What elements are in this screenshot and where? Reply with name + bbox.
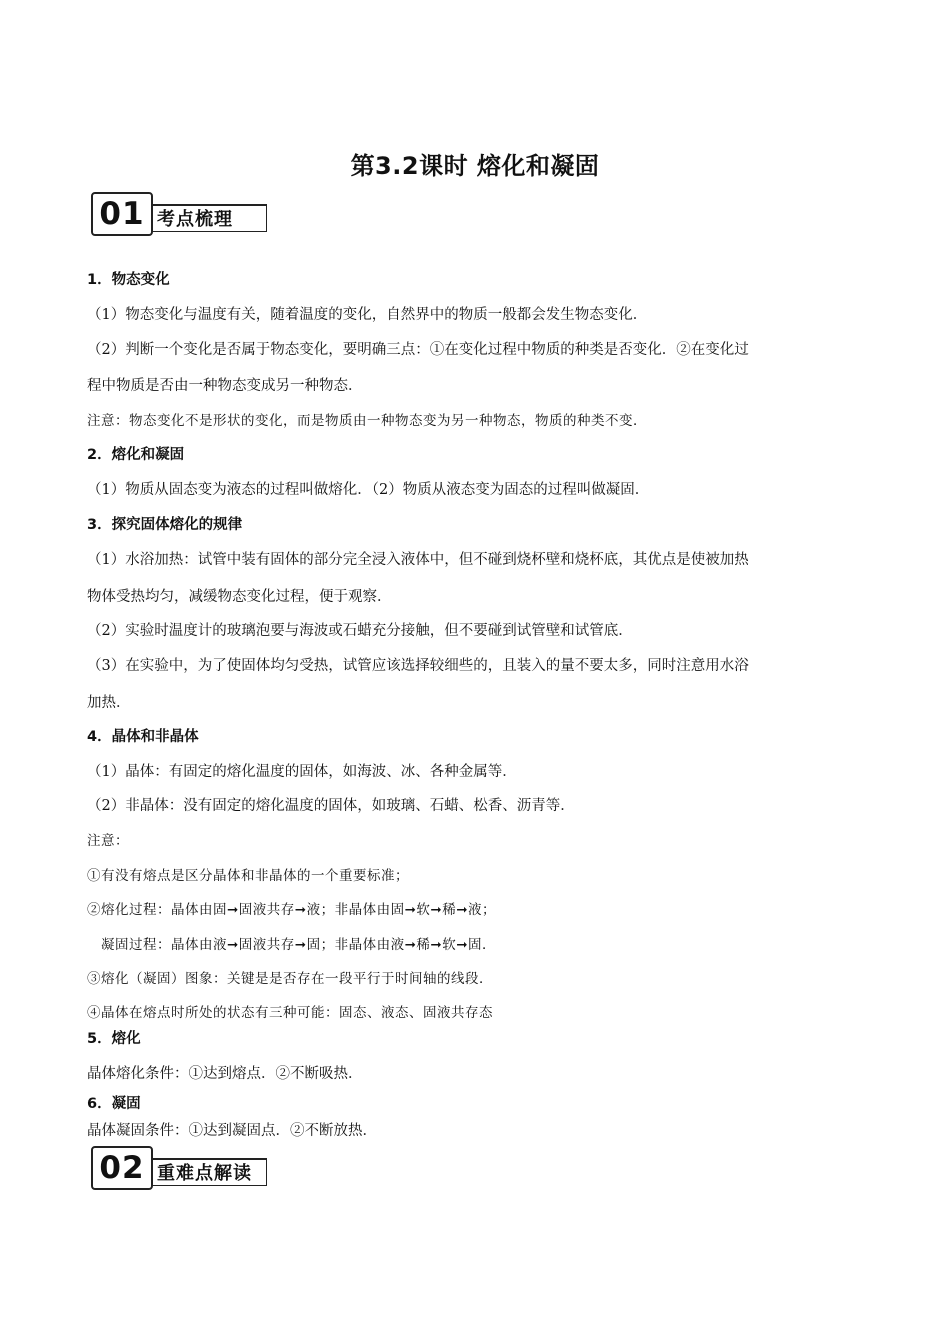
paragraph-line: （2）非晶体：没有固定的熔化温度的固体，如玻璃、石蜡、松香、沥青等．: [87, 798, 575, 814]
paragraph-line: （1）物态变化与温度有关，随着温度的变化，自然界中的物质一般都会发生物态变化．: [87, 307, 648, 323]
heading-5: 5．熔化: [87, 1031, 141, 1047]
note-line: ③熔化（凝固）图象：关键是是否存在一段平行于时间轴的线段．: [87, 971, 493, 987]
paragraph-line: （1）水浴加热：试管中装有固体的部分完全浸入液体中，但不碰到烧杯壁和烧杯底，其优点是使被加热: [87, 552, 749, 568]
paragraph-line: （1）物质从固态变为液态的过程叫做熔化．（2）物质从液态变为固态的过程叫做凝固．: [87, 482, 650, 498]
section-badge-01: [91, 192, 271, 236]
paragraph-line: （1）晶体：有固定的熔化温度的固体，如海波、冰、各种金属等．: [87, 764, 517, 780]
note-line: 注意：: [87, 833, 129, 849]
section-badge-02: [91, 1146, 271, 1190]
paragraph-line: 物体受热均匀，减缓物态变化过程，便于观察．: [87, 589, 392, 605]
paragraph-line: 晶体凝固条件：①达到凝固点．②不断放热．: [87, 1123, 377, 1139]
page-title: 第3.2课时 熔化和凝固: [350, 152, 600, 180]
note-line: 注意：物态变化不是形状的变化，而是物质由一种物态变为另一种物态，物质的种类不变．: [87, 413, 647, 429]
section-number: 01: [91, 192, 153, 236]
heading-6: 6．凝固: [87, 1096, 141, 1112]
section-label: 考点梳理: [151, 204, 267, 232]
section-number: 02: [91, 1146, 153, 1190]
section-label: 重难点解读: [151, 1158, 267, 1186]
heading-3: 3．探究固体熔化的规律: [87, 517, 243, 533]
paragraph-line: （2）判断一个变化是否属于物态变化，要明确三点：①在变化过程中物质的种类是否变化．②在变化过: [87, 342, 749, 358]
paragraph-line: 晶体熔化条件：①达到熔点．②不断吸热．: [87, 1066, 363, 1082]
paragraph-line: 加热．: [87, 695, 131, 711]
heading-4: 4．晶体和非晶体: [87, 729, 199, 745]
note-line: ④晶体在熔点时所处的状态有三种可能：固态、液态、固液共存态: [87, 1005, 493, 1021]
heading-2: 2．熔化和凝固: [87, 447, 185, 463]
paragraph-line: 程中物质是否由一种物态变成另一种物态．: [87, 378, 363, 394]
note-line: 凝固过程：晶体由液➞固液共存➞固；非晶体由液➞稀➞软➞固．: [87, 937, 497, 953]
paragraph-line: （3）在实验中，为了使固体均匀受热，试管应该选择较细些的，且装入的量不要太多，同时注意用水浴: [87, 658, 749, 674]
note-line: ②熔化过程：晶体由固➞固液共存➞液；非晶体由固➞软➞稀➞液；: [87, 902, 497, 918]
heading-1: 1．物态变化: [87, 272, 170, 288]
note-line: ①有没有熔点是区分晶体和非晶体的一个重要标准；: [87, 868, 409, 884]
paragraph-line: （2）实验时温度计的玻璃泡要与海波或石蜡充分接触，但不要碰到试管壁和试管底．: [87, 623, 633, 639]
